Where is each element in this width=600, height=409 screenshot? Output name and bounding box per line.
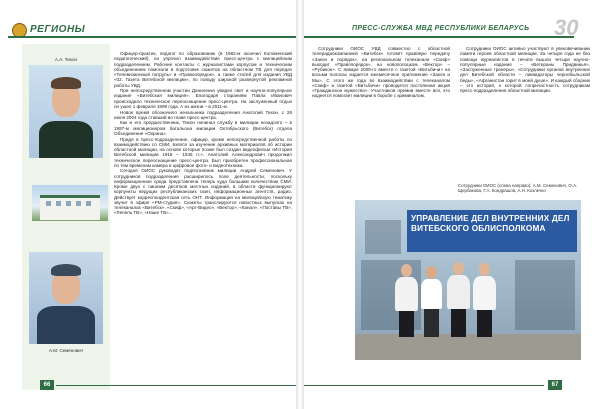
paragraph: Офицер-практик, педагог по образованию (в 1982-м окончил Коломенский педагогический), он упрочил взаимодействие пресс-центра с милицейским подразделением. Рабочие контакты с журналистами корпусом и техническим объединением помогали в подготовке сюжетов на областном ТВ для передач «Телевизионный патруль» и «Правопорядок», а также статей для издания УВД «02. Газета Витебской милиции», по поводу широкой развернутой рекламной работы УВД. — [114, 51, 292, 88]
page-number-right: 67 — [548, 380, 562, 390]
paragraph: При непосредственном участии Даниленко увидел свет и научно-популярное издание «Витебская милиция». Благодаря стараниям Павла Иванович происходило техническое переоснащение пресс-центра. На заслуженный отдых он ушел 1 февраля 1999 года. А из жизни – в 2011-м. — [114, 88, 292, 109]
issue-number: 30 — [554, 15, 579, 40]
paragraph: Новое время обозначило начальника подразделения Анатолий Тихон, с 26 июля 2004 года ставший во главе пресс-центра. — [114, 109, 292, 120]
article-column-left — [114, 51, 292, 216]
portrait-photo-bottom — [29, 252, 103, 344]
footer-rule-left — [56, 385, 296, 386]
footer-rule-right — [304, 385, 544, 386]
paragraph: Сегодня ОИОС руководит подполковник милиции Андрей Семенович. У сотрудников подразделения расширилось поле деятельности, поскольку информационная среда представлена теперь куда большим количеством СМИ. Кроме двух с лишним десятков местных изданий, в области функционируют корпункты ведущих республиканских газет, информационных агентств, радио. Действует корреспондентская сеть ОНТ. Информация на милицейскую тематику звучит в эфире «РМ-студия». Сюжеты транслируются новостных выпусках на телеканалах «Витебск», «Скиф», «Арт-Видео», «Вектор», «Канал», «Поставы ТВ», «Лепель ТВ», «Наше ТВ»... — [114, 168, 292, 216]
article-column-right-1 — [312, 46, 450, 99]
pavement — [355, 334, 581, 360]
paragraph: Сотрудники ОИОС УВД совместно с областной телерадиокомпанией «Витебск» готовят правовую передачу «Закон и порядок», на региональном телеканале «Скиф» выходит «Правопорядок», на новополоцком «Вектор» – «Рубикон». С января 2009-го вместе с газетой «Витьбичи» на восьми полосах издается ежемесячное приложение «Закон и Мы». С этого же года во взаимодействии с телеканалом «Скиф» и газетой «Витьбичи» проводится постоянная акция «Гражданское мужество». Участников премии вместе вся, кто надеется помогает милиции в борьбе с криминалом. — [312, 46, 450, 99]
group-photo — [355, 200, 581, 360]
page-number-left: 66 — [40, 380, 54, 390]
section-title: РЕГИОНЫ — [30, 24, 86, 35]
building-sign-text: УПРАВЛЕНИЕ ДЕЛ ВНУТРЕННИХ ДЕЛ ВИТЕБСКОГО ОБЛИСПОЛКОМА — [411, 214, 570, 233]
portrait-photo-top — [29, 65, 103, 158]
photo-caption-bottom: А.М. Семенович — [48, 348, 84, 353]
building-photo — [32, 185, 108, 221]
paragraph: Как и его предшественник, Тихон начинал службу в милиции незадолго – в 1997-м милиционером батальона милиции Октябрьского (Витебск) отдела Объединение «Охрана». — [114, 120, 292, 136]
article-column-right-2 — [460, 46, 590, 94]
header-rule-left — [8, 36, 296, 38]
paragraph: Сотрудники ОИОС активно участвуют в увековечивании памяти героев областной милиции. За четыре года не без помощи журналистов в печати вышли четыре научно-популярные издания – «Ветераны Придвинья», «Заслуженные тренеры», «Сотрудники органов внутренних дел Витебской области – ликвидаторы чернобыльской беды», «Афганистан горит в моей душе». И каждый сборник – это история, к которой сопричастность сотрудникам пресс-подразделения областной милиции. — [460, 46, 590, 93]
header-rule-right — [304, 36, 574, 38]
paragraph: Придя в пресс-подразделение, офицер, кроме непосредственной работы по взаимодействию со СМИ, взялся за изучение архивных материалов об истории областной милиции, на основе которых позже был создан видеофильм «История Витебской милиции 1918 – 1945 гг.». Анатолий Александрович продолжил техническое переоснащение пресс-центра. Был приобретен профессиональная по тем временам камера и цифровое фото- и видеотехника. — [114, 136, 292, 168]
group-photo-caption: Сотрудники ОИОС (слева направо): А.М. Семенович, О.А. Щербакова, Г.А. Кондрашов, А.Н. Козлечко — [458, 183, 578, 194]
page-gutter — [296, 0, 304, 409]
photo-caption-top: А.А. Тихон — [54, 57, 77, 62]
magazine-title: ПРЕСС-СЛУЖБА МВД РЕСПУБЛИКИ БЕЛАРУСЬ — [352, 25, 530, 32]
